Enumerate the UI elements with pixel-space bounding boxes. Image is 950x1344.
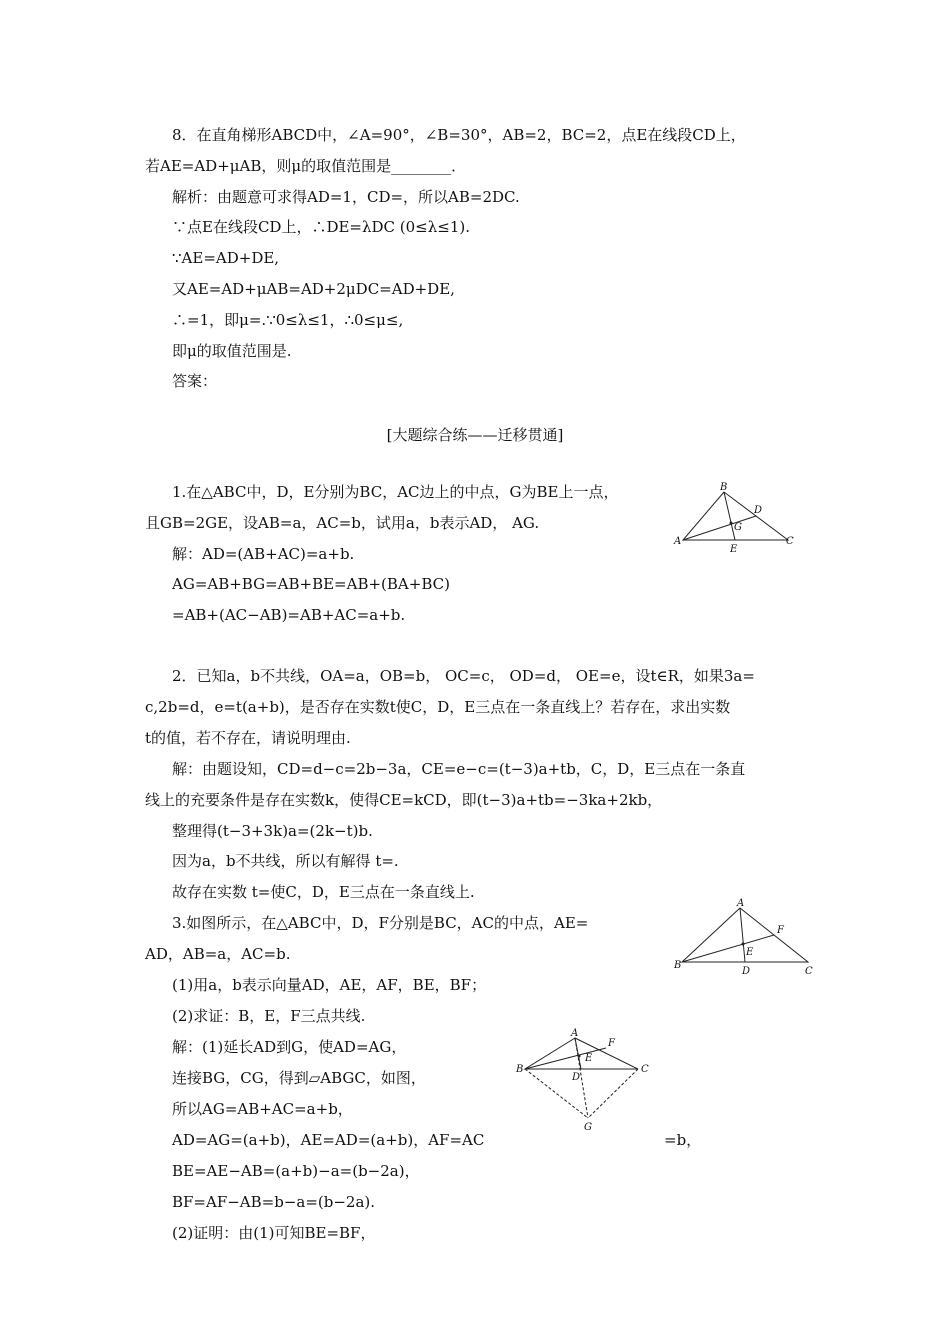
p8-line-3: 解析：由题意可求得AD=1，CD=，所以AB=2DC. (172, 188, 520, 206)
q1-line-5: =AB+(AC−AB)=AB+AC=a+b. (172, 606, 406, 624)
q2-line-1: 2．已知a，b不共线，OA=a，OB=b， OC=c， OD=d， OE=e，设t∈R，如果3a= (172, 667, 755, 685)
q3-line-1: 3.如图所示，在△ABC中，D，F分别是BC，AC的中点，AE= (172, 914, 589, 932)
p8-line-2: 若AE=AD+μAB，则μ的取值范围是________． (145, 157, 467, 175)
fig2-label-a: A (737, 898, 745, 909)
fig1-label-c: C (786, 536, 794, 547)
fig1-label-g: G (734, 522, 742, 533)
fig2-label-f: F (777, 925, 784, 936)
q1-line-3: 解：AD=(AB+AC)=a+b. (172, 545, 355, 563)
q3-line-11: (2)证明：由(1)可知BE=BF， (172, 1224, 376, 1242)
q3-line-4: (2)求证：B，E，F三点共线. (172, 1007, 366, 1025)
p8-line-8: 即μ的取值范围是. (172, 342, 292, 360)
fig3-label-a: A (571, 1028, 579, 1039)
parallelogram-figure-3 (510, 1030, 660, 1135)
q3-line-8: AD=AG=(a+b)，AE=AD=(a+b)，AF=AC (172, 1131, 485, 1149)
p8-line-7: ∴=1，即μ=.∵0≤λ≤1，∴0≤μ≤, (172, 311, 404, 329)
q1-line-4: AG=AB+BG=AB+BE=AB+(BA+BC) (172, 575, 450, 593)
q3-line-5: 解：(1)延长AD到G，使AD=AG， (172, 1038, 407, 1056)
fig3-label-f: F (608, 1038, 615, 1049)
fig1-label-d: D (754, 505, 763, 516)
fig3-label-b: B (516, 1064, 524, 1075)
q3-line-6: 连接BG，CG，得到▱ABGC，如图， (172, 1069, 426, 1087)
fig3-label-e: E (585, 1053, 593, 1064)
fig3-label-g: G (584, 1122, 592, 1133)
q3-line-10: BF=AF−AB=b−a=(b−2a). (172, 1193, 376, 1211)
triangle-figure-1 (670, 478, 800, 558)
q1-line-2: 且GB=2GE，设AB=a，AC=b，试用a，b表示AD， AG. (145, 514, 540, 532)
q2-line-4: 解：由题设知，CD=d−c=2b−3a，CE=e−c=(t−3)a+tb，C，D，E三点在一条直 (172, 760, 746, 778)
fig2-label-b: B (674, 960, 682, 971)
section-heading: [大题综合练——迁移贯通] (386, 426, 564, 444)
p8-line-9: 答案： (172, 372, 218, 390)
q2-line-6: 整理得(t−3+3k)a=(2k−t)b. (172, 822, 373, 840)
triangle-figure-2 (670, 898, 820, 983)
p8-line-6: 又AE=AD+μAB=AD+2μDC=AD+DE, (172, 280, 455, 298)
q3-line-3: (1)用a，b表示向量AD，AE，AF，BE，BF； (172, 976, 487, 994)
q3-line-9: BE=AE−AB=(a+b)−a=(b−2a)， (172, 1162, 420, 1180)
q3-line-2: AD，AB=a，AC=b. (145, 945, 291, 963)
fig2-label-e: E (746, 947, 754, 958)
p8-line-1: 8．在直角梯形ABCD中，∠A=90°，∠B=30°，AB=2，BC=2，点E在线段CD上， (172, 126, 746, 144)
q3-line-8-tail: =b， (664, 1131, 702, 1149)
q2-line-7: 因为a，b不共线，所以有解得 t=. (172, 852, 399, 870)
p8-line-4: ∵点E在线段CD上，∴DE=λDC (0≤λ≤1). (172, 218, 470, 236)
fig2-label-d: D (742, 966, 751, 977)
q2-line-2: c,2b=d，e=t(a+b)，是否存在实数t使C，D，E三点在一条直线上？若存在，求出实数 (145, 698, 731, 716)
q1-line-1: 1.在△ABC中，D，E分别为BC，AC边上的中点，G为BE上一点， (172, 483, 619, 501)
q2-line-5: 线上的充要条件是存在实数k，使得CE=kCD，即(t−3)a+tb=−3ka+2kb， (145, 791, 663, 809)
p8-line-5: ∵AE=AD+DE, (172, 249, 280, 267)
fig1-label-a: A (674, 536, 682, 547)
q2-line-8: 故存在实数 t=使C，D，E三点在一条直线上. (172, 883, 475, 901)
q3-line-7: 所以AG=AB+AC=a+b， (172, 1100, 353, 1118)
fig1-label-b: B (720, 482, 728, 493)
fig3-label-d: D (572, 1072, 581, 1083)
q2-line-3: t的值，若不存在，请说明理由. (145, 729, 351, 747)
fig3-label-c: C (641, 1064, 649, 1075)
fig1-label-e: E (730, 544, 738, 555)
fig2-label-c: C (805, 966, 813, 977)
